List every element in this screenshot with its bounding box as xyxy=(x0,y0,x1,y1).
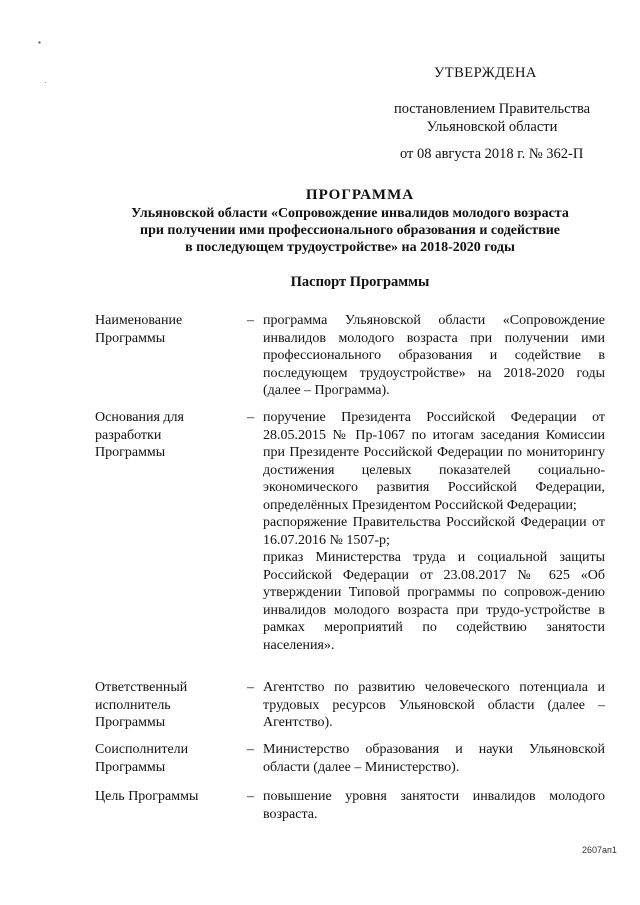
subtitle-line: при получении ими профессионального образования и содействие xyxy=(140,223,560,238)
row-label xyxy=(95,409,235,462)
row-dash: – xyxy=(247,742,254,757)
approval-region: Ульяновской области xyxy=(426,119,558,135)
row-value-paragraph: распоряжение Правительства Российской Федерации от 16.07.2016 № 1507-р; xyxy=(263,515,605,548)
approval-by: постановлением Правительства xyxy=(393,101,591,117)
approval-date: от 08 августа 2018 г. № 362-П xyxy=(400,146,584,162)
row-value xyxy=(263,741,605,776)
passport-title: Паспорт Программы xyxy=(290,274,430,290)
row-value-paragraph: Агентство по развитию человеческого потенциала и трудовых ресурсов Ульяновской области (далее – Агентство). xyxy=(263,680,605,730)
row-value xyxy=(263,312,605,400)
document-subtitle xyxy=(100,205,600,256)
row-label-line: Основания для xyxy=(95,410,184,425)
row-value xyxy=(263,788,605,823)
row-label-line: исполнитель xyxy=(95,697,171,713)
row-dash: – xyxy=(247,789,254,804)
row-label xyxy=(95,741,235,776)
row-label-line: разработки xyxy=(95,427,162,443)
row-value-paragraph: поручение Президента Российской Федерации от 28.05.2015 № Пр-1067 по итогам заседания Комиссии при Президенте Российской Федерации по мониторингу достижения целевых показателей социально-экономического развития Российской Федерации, определённых Президентом Российской Федерации; xyxy=(263,410,605,513)
row-label-line: Соисполнители xyxy=(95,742,189,757)
row-label-line: Ответственный xyxy=(95,680,188,695)
row-value xyxy=(263,679,605,732)
scan-speck: · xyxy=(44,78,47,87)
row-label-line: Наименование xyxy=(95,313,183,328)
document-stamp: 2607ап1 xyxy=(582,845,617,855)
document-title: ПРОГРАММА xyxy=(305,187,415,203)
row-label-line: Программы xyxy=(95,445,166,460)
approval-heading: УТВЕРЖДЕНА xyxy=(434,65,537,81)
scan-speck: ▪ xyxy=(38,38,41,47)
row-dash: – xyxy=(247,410,254,425)
row-dash: – xyxy=(247,680,254,695)
row-value-paragraph: повышение уровня занятости инвалидов молодого возраста. xyxy=(263,789,605,822)
row-label-line: Программы xyxy=(95,330,166,346)
row-label-line: Цель Программы xyxy=(95,789,199,804)
row-value-paragraph: Министерство образования и науки Ульяновской области (далее – Министерство). xyxy=(263,742,605,775)
subtitle-line: Ульяновской области «Сопровождение инвалидов молодого возраста xyxy=(131,206,569,221)
row-label-line: Программы xyxy=(95,715,166,730)
row-label-line: Программы xyxy=(95,759,166,775)
row-dash: – xyxy=(247,313,254,328)
row-label xyxy=(95,312,235,347)
row-value xyxy=(263,409,605,654)
subtitle-line: в последующем трудоустройстве» на 2018-2020 годы xyxy=(185,240,515,255)
row-value-paragraph: приказ Министерства труда и социальной защиты Российской Федерации от 23.08.2017 № 625 «Об утверждении Типовой программы по сопровож-дению инвалидов молодого возраста при трудо-устройстве в рамках мероприятий по содействию занятости населения». xyxy=(263,550,605,653)
row-value-paragraph: программа Ульяновской области «Сопровождение инвалидов молодого возраста при получении ими профессионального образования и содействие в последующем трудоустройстве» на 2018-2020 годы (далее – Программа). xyxy=(263,313,605,398)
row-label xyxy=(95,679,235,732)
row-label xyxy=(95,788,235,806)
